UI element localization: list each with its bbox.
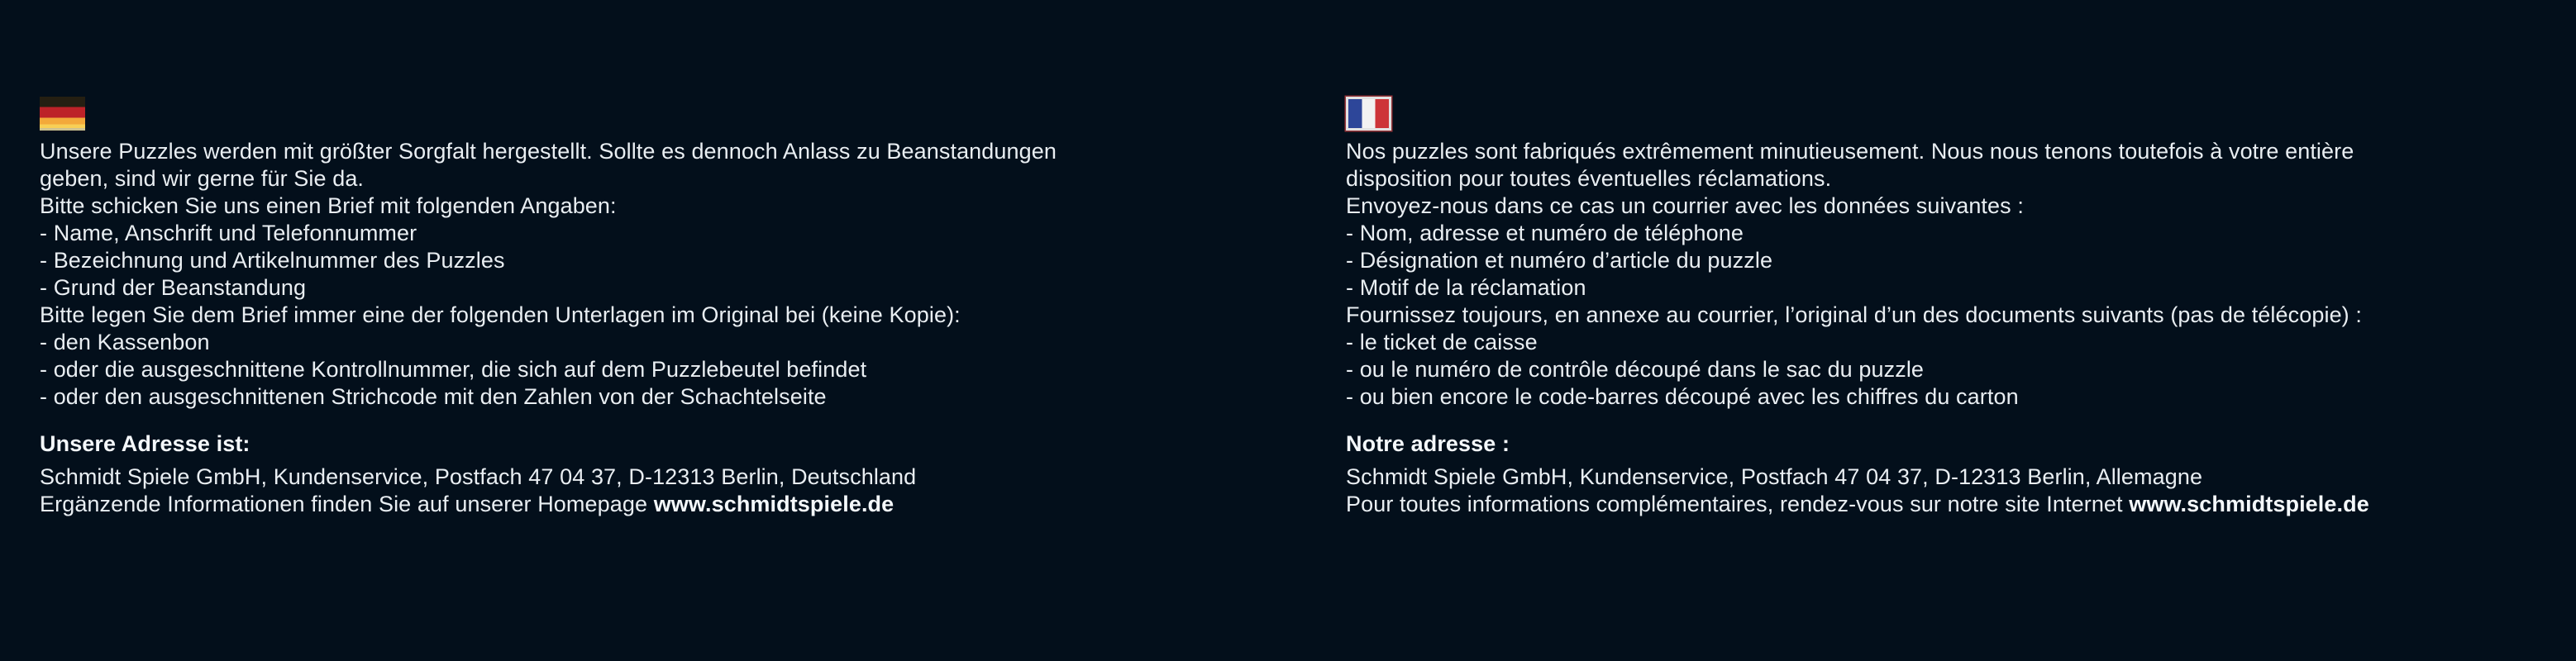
text-line: Envoyez-nous dans ce cas un courrier avec les données suivantes : [1346,193,2024,218]
text-line: geben, sind wir gerne für Sie da. [40,166,365,191]
german-section [40,97,1263,518]
homepage-url: www.schmidtspiele.de [2129,492,2369,516]
list-item: - Name, Anschrift und Telefonnummer [40,221,417,245]
german-flag-icon [40,97,85,131]
text-line: Nos puzzles sont fabriqués extrêmement minutieusement. Nous nous tenons toutefois à votre entière [1346,139,2354,164]
homepage-url: www.schmidtspiele.de [653,492,894,516]
address-line: Schmidt Spiele GmbH, Kundenservice, Postfach 47 04 37, D-12313 Berlin, Deutschland [40,464,917,489]
list-item: - Désignation et numéro d’article du puzzle [1346,248,1773,273]
homepage-line [40,491,1263,518]
list-item: - Bezeichnung und Artikelnummer des Puzzles [40,248,505,273]
list-item: - Motif de la réclamation [1346,275,1586,300]
list-item: - oder den ausgeschnittenen Strichcode mit den Zahlen von der Schachtelseite [40,384,827,409]
text-line: Fournissez toujours, en annexe au courrier, l’original d’un des documents suivants (pas de télécopie) : [1346,302,2362,327]
text-line: Bitte legen Sie dem Brief immer eine der folgenden Unterlagen im Original bei (keine Kopie): [40,302,961,327]
text-line: disposition pour toutes éventuelles réclamations. [1346,166,1832,191]
address-heading: Unsere Adresse ist: [40,431,250,456]
list-item: - ou le numéro de contrôle découpé dans le sac du puzzle [1346,357,1925,382]
list-item: - oder die ausgeschnittene Kontrollnummer, die sich auf dem Puzzlebeutel befindet [40,357,867,382]
address-heading: Notre adresse : [1346,431,1510,456]
list-item: - le ticket de caisse [1346,330,1538,354]
list-item: - Grund der Beanstandung [40,275,307,300]
homepage-text: Ergänzende Informationen finden Sie auf unserer Homepage [40,492,654,516]
homepage-line [1346,491,2569,518]
text-line: Bitte schicken Sie uns einen Brief mit folgenden Angaben: [40,193,617,218]
address-line: Schmidt Spiele GmbH, Kundenservice, Postfach 47 04 37, D-12313 Berlin, Allemagne [1346,464,2203,489]
list-item: - Nom, adresse et numéro de téléphone [1346,221,1744,245]
french-flag-icon [1346,97,1391,131]
french-section [1346,97,2569,518]
list-item: - ou bien encore le code-barres découpé avec les chiffres du carton [1346,384,2019,409]
list-item: - den Kassenbon [40,330,210,354]
text-line: Unsere Puzzles werden mit größter Sorgfalt hergestellt. Sollte es dennoch Anlass zu Beanstandungen [40,139,1057,164]
homepage-text: Pour toutes informations complémentaires, rendez-vous sur notre site Internet [1346,492,2130,516]
